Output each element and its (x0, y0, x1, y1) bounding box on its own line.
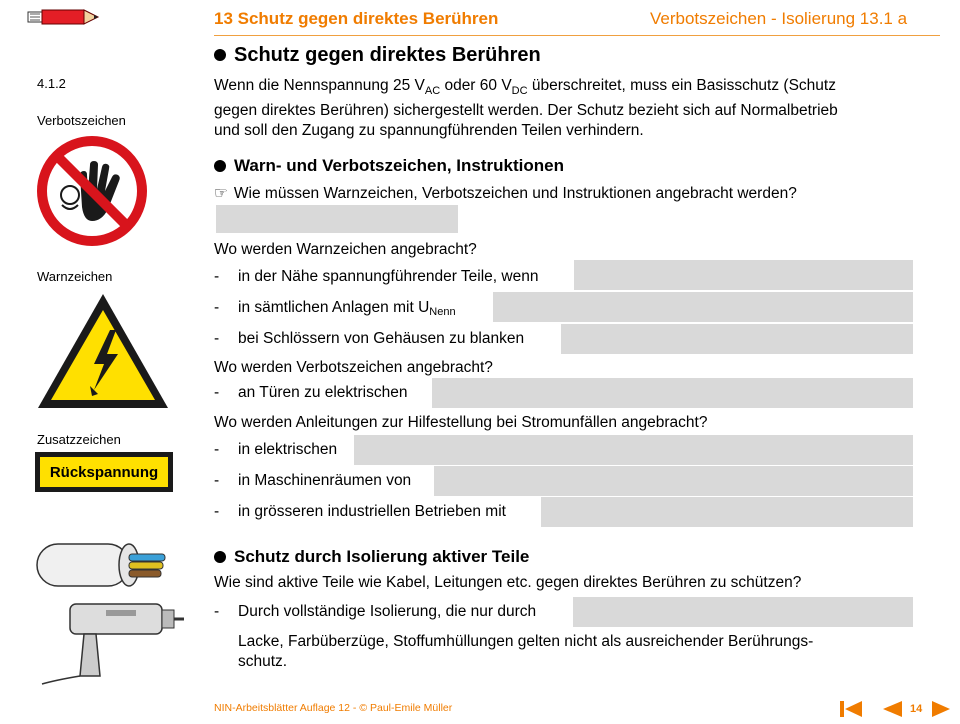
answer-blank[interactable] (493, 292, 913, 322)
rueckspannung-sign (35, 452, 173, 492)
answer-blank[interactable] (432, 378, 913, 408)
zusatzzeichen-label: Zusatzzeichen (37, 432, 121, 447)
iso-note-line1: Lacke, Farbüberzüge, Stoffumhüllungen gelten nicht als ausreichender Berührungs- (238, 633, 814, 650)
drill-icon (36, 596, 186, 693)
bullet-icon (214, 160, 226, 172)
question-verbotszeichen: Wo werden Verbotszeichen angebracht? (214, 359, 493, 376)
answer-blank-instructions[interactable] (216, 205, 458, 233)
footer-text: NIN-Arbeitsblätter Auflage 12 - © Paul-Emile Müller (214, 702, 453, 714)
pointing-hand-icon: ☞ (214, 185, 228, 202)
list-item: - in elektrischen (214, 441, 338, 458)
list-item: - in Maschinenräumen von (214, 472, 412, 489)
header-divider (214, 35, 940, 36)
answer-blank[interactable] (573, 597, 913, 627)
pencil-logo-icon (26, 6, 102, 33)
question-instructions: ☞ Wie müssen Warnzeichen, Verbotszeichen und Instruktionen angebracht werden? (214, 185, 797, 202)
bullet-icon (214, 49, 226, 61)
section-number: 4.1.2 (37, 76, 66, 91)
rueckspannung-sign-text: Rückspannung (49, 463, 159, 481)
header-title: 13 Schutz gegen direktes Berühren (214, 9, 499, 28)
prohibition-sign-icon (36, 135, 148, 252)
list-item: - bei Schlössern von Gehäusen zu blanken (214, 330, 525, 347)
answer-blank[interactable] (354, 435, 913, 465)
question-warnzeichen: Wo werden Warnzeichen angebracht? (214, 241, 477, 258)
first-page-icon[interactable] (838, 699, 864, 724)
answer-blank[interactable] (434, 466, 913, 496)
question-isolierung: Wie sind aktive Teile wie Kabel, Leitungen etc. gegen direktes Berühren zu schützen? (214, 574, 802, 591)
header-subtitle: Verbotszeichen - Isolierung 13.1 a (650, 9, 908, 28)
intro-paragraph: Wenn die Nennspannung 25 $V_{AC}$ oder 60 $V_{DC}$ überschreitet, muss ein Basisschutz (Schutz gegen direktes Berühren) sichergestellt werden. Der Schutz bezieht sich auf Normalbetrieb und soll den Zugang zu spannungführenden Teilen verhindern. (214, 77, 838, 140)
high-voltage-warning-icon (34, 290, 172, 417)
page-number: 14 (910, 703, 923, 715)
warn-heading: Warn- und Verbotszeichen, Instruktionen (214, 156, 564, 176)
answer-blank[interactable] (541, 497, 913, 527)
main-heading: Schutz gegen direktes Berühren (214, 44, 541, 67)
list-item: - in der Nähe spannungführender Teile, wenn (214, 268, 539, 285)
next-page-icon[interactable] (930, 699, 952, 724)
list-item: - in grösseren industriellen Betrieben mit (214, 503, 506, 520)
cable-icon (33, 540, 173, 597)
warnzeichen-label: Warnzeichen (37, 269, 113, 284)
verbotszeichen-label: Verbotszeichen (37, 113, 126, 128)
question-anleitungen: Wo werden Anleitungen zur Hilfestellung bei Stromunfällen angebracht? (214, 414, 708, 431)
bullet-icon (214, 551, 226, 563)
list-item: - in sämtlichen Anlagen mit U $_{Nenn}$ (214, 299, 456, 318)
list-item: - an Türen zu elektrischen (214, 384, 408, 401)
previous-page-icon[interactable] (880, 699, 904, 724)
list-item: - Durch vollständige Isolierung, die nur durch (214, 603, 537, 620)
iso-note-line2: schutz. (238, 653, 288, 670)
answer-blank[interactable] (574, 260, 913, 290)
answer-blank[interactable] (561, 324, 913, 354)
iso-heading: Schutz durch Isolierung aktiver Teile (214, 547, 529, 567)
